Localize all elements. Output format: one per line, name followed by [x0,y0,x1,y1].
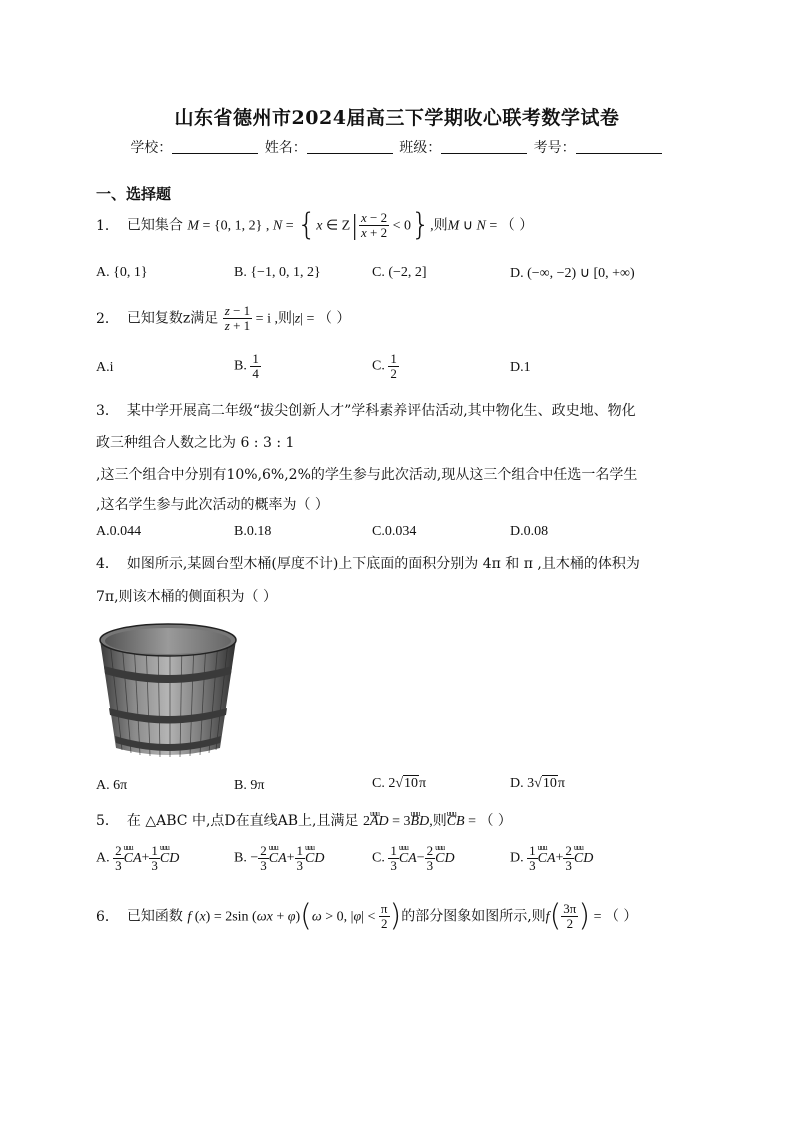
q4-option-c[interactable]: C. 2√10π [372,776,427,791]
name-blank [307,139,393,154]
question-2: 2． 已知复数z满足 $\frac{z - 1}{z + 1}$ = i ,则|z| = （ ） [96,303,351,333]
student-info-row [0,137,794,157]
class-blank [441,139,527,154]
q5-option-b[interactable]: B. − $\frac{2}{3}$ uuu CA+ $\frac{1}{3}$ uuu CD [234,844,325,873]
q3-option-d[interactable]: D.0.08 [510,524,549,539]
question-3-line-2: 政三种组合人数之比为 6 : 3 : 1 [96,435,295,451]
q1-option-a[interactable]: A. {0, 1} [96,265,148,280]
school-blank [172,139,258,154]
question-5: 5． 在 △ABC 中,点D在直线AB上,且满足 2uuu AD = 3uuu BD,则uuu CB = （ ） [96,810,512,833]
q3-option-c[interactable]: C.0.034 [372,524,417,539]
question-3-line-3: ,这三个组合中分别有10%,6%,2%的学生参与此次活动,现从这三个组合中任选一名学生 [96,467,638,483]
q2-option-a[interactable]: A.i [96,360,114,375]
q5-option-a[interactable]: A. $\frac{2}{3}$ uuu CA+ $\frac{1}{3}$ uuu CD [96,844,179,873]
q3-option-b[interactable]: B.0.18 [234,524,272,539]
name-label: 姓名： [264,140,307,156]
q1-option-b[interactable]: B. {−1, 0, 1, 2} [234,265,321,280]
section-heading: 一、选择题 [96,185,172,203]
class-label: 班级： [399,140,442,156]
q4-option-a[interactable]: A. 6π [96,778,128,793]
q4-option-b[interactable]: B. 9π [234,778,265,793]
q3-option-a[interactable]: A.0.044 [96,524,142,539]
question-3-line-1: 3． 某中学开展高二年级“拔尖创新人才”学科素养评估活动,其中物化生、政史地、物化 [96,403,636,419]
question-4-line-1: 4． 如图所示,某圆台型木桶(厚度不计)上下底面的面积分别为 4π 和 π ,且木桶的体积为 [96,556,640,572]
question-4-line-2: 7π,则该木桶的侧面积为（ ） [96,589,278,605]
q1-option-c[interactable]: C. (−2, 2] [372,265,427,280]
page-title: 山东省德州市2024届高三下学期收心联考数学试卷 [174,107,620,129]
q1-option-d[interactable]: D. (−∞, −2) ∪ [0, +∞) [510,266,635,281]
q5-option-d[interactable]: D. $\frac{1}{3}$ uuu CA+ $\frac{2}{3}$ uuu CD [510,844,593,873]
q2-option-b[interactable]: B. $\frac{1}{4}$ [234,351,259,381]
question-3-line-4: ,这名学生参与此次活动的概率为（ ） [96,497,329,513]
q4-option-d[interactable]: D. 3√10π [510,776,565,791]
wooden-bucket-image [98,622,238,760]
q5-option-c[interactable]: C. $\frac{1}{3}$ uuu CA− $\frac{2}{3}$ uuu CD [372,844,455,873]
question-1: 1． 已知集合 M = {0, 1, 2} , N = {x ∈ Z| $\frac{x - 2}{x + 2}$ < 0},则M ∪ N = （ ） [96,207,534,243]
question-6: 6． 已知函数 f (x) = 2sin (ωx + φ)(ω > 0, |φ| < $\frac{\pi}{2}$ )的部分图象如图所示,则f( $\frac{3\pi}{2}$ ) = （ ） [96,898,638,934]
school-label: 学校： [130,140,173,156]
q2-option-d[interactable]: D.1 [510,360,531,375]
id-blank [576,139,662,154]
id-label: 考号： [533,140,576,156]
q2-option-c[interactable]: C. $\frac{1}{2}$ [372,351,397,381]
